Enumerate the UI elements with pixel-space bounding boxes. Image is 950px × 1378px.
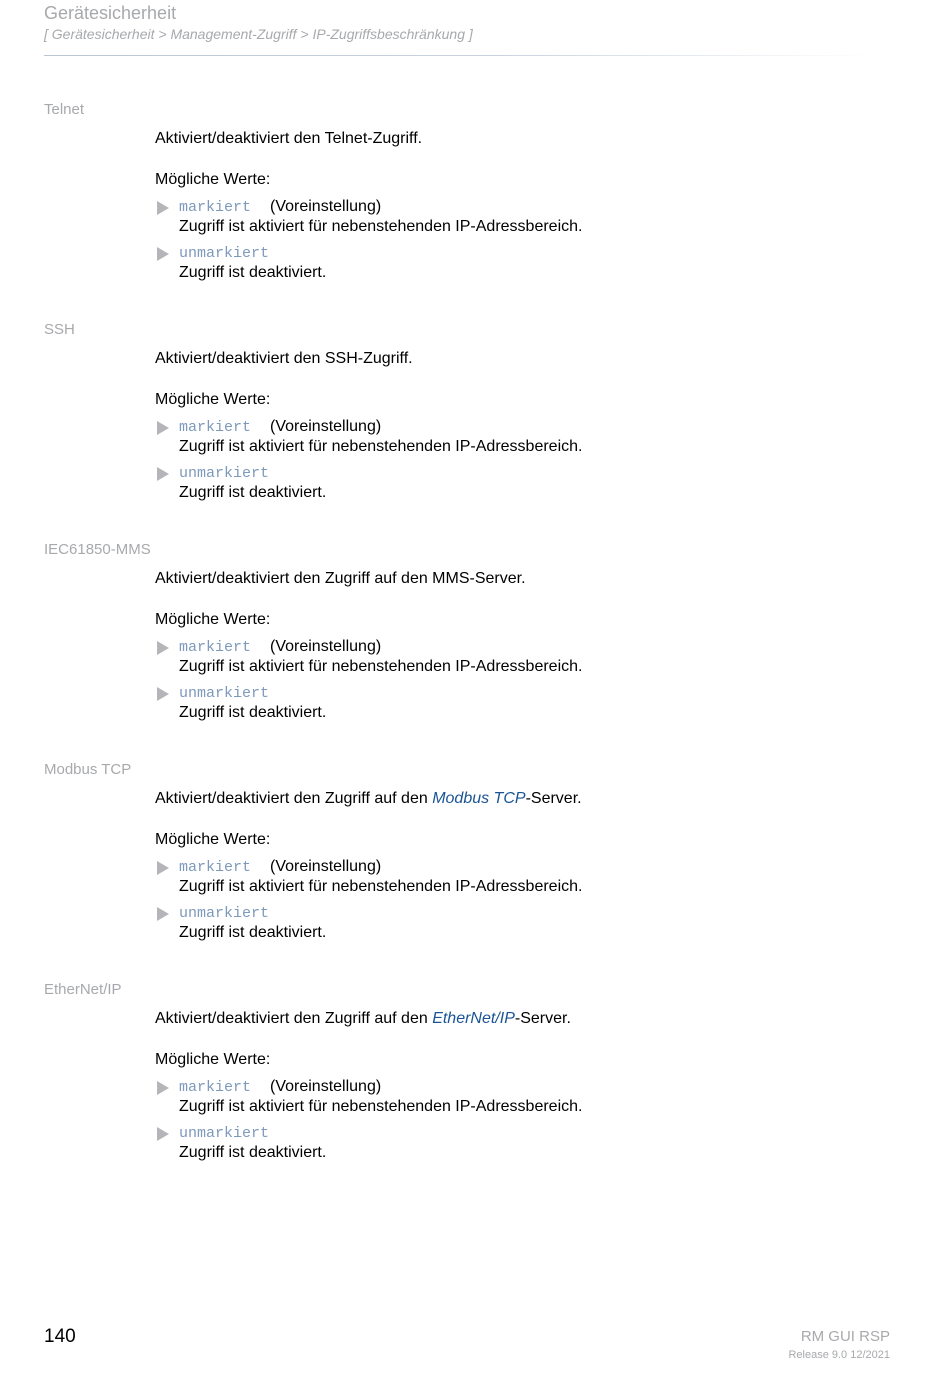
value-code: unmarkiert [179, 685, 270, 702]
triangle-bullet-icon [157, 641, 169, 655]
parameter-name: IEC61850-MMS [44, 541, 151, 558]
page-header [44, 2, 884, 43]
parameter-section-ethernet-ip [0, 981, 950, 1181]
value-explanation: Zugriff ist deaktiviert. [179, 264, 327, 281]
parameter-description: Aktiviert/deaktiviert den Telnet-Zugriff. [155, 130, 423, 147]
value-note: (Voreinstellung) [270, 418, 382, 435]
parameter-section-ssh [0, 321, 950, 521]
value-explanation: Zugriff ist deaktiviert. [179, 484, 327, 501]
value-code: unmarkiert [179, 1125, 270, 1142]
value-code: markiert [179, 1079, 252, 1096]
glossary-link[interactable]: EtherNet/IP [432, 1010, 515, 1027]
triangle-bullet-icon [157, 467, 169, 481]
glossary-link[interactable]: Modbus TCP [432, 790, 526, 807]
value-code: unmarkiert [179, 905, 270, 922]
triangle-bullet-icon [157, 247, 169, 261]
parameter-section-telnet [0, 101, 950, 301]
value-explanation: Zugriff ist deaktiviert. [179, 924, 327, 941]
value-code: unmarkiert [179, 465, 270, 482]
parameter-section-iec61850-mms [0, 541, 950, 741]
value-explanation: Zugriff ist aktiviert für nebenstehenden IP-Adressbereich. [179, 878, 583, 895]
parameter-description: Aktiviert/deaktiviert den Zugriff auf den EtherNet/IP-Server. [155, 1010, 571, 1027]
page-number: 140 [44, 1326, 76, 1347]
parameter-name: SSH [44, 321, 75, 338]
document-name: RM GUI RSP [800, 1328, 890, 1345]
triangle-bullet-icon [157, 687, 169, 701]
triangle-bullet-icon [157, 1081, 169, 1095]
parameter-description: Aktiviert/deaktiviert den SSH-Zugriff. [155, 350, 413, 367]
possible-values-label: Mögliche Werte: [155, 391, 271, 408]
triangle-bullet-icon [157, 907, 169, 921]
value-code: markiert [179, 419, 252, 436]
chapter-title: Gerätesicherheit [44, 3, 177, 23]
value-explanation: Zugriff ist deaktiviert. [179, 1144, 327, 1161]
triangle-bullet-icon [157, 201, 169, 215]
parameter-name: Modbus TCP [44, 761, 132, 778]
value-explanation: Zugriff ist aktiviert für nebenstehenden IP-Adressbereich. [179, 1098, 583, 1115]
parameter-section-modbus-tcp [0, 761, 950, 961]
value-code: unmarkiert [179, 245, 270, 262]
value-explanation: Zugriff ist aktiviert für nebenstehenden IP-Adressbereich. [179, 658, 583, 675]
possible-values-label: Mögliche Werte: [155, 831, 271, 848]
parameter-description: Aktiviert/deaktiviert den Zugriff auf den Modbus TCP-Server. [155, 790, 582, 807]
triangle-bullet-icon [157, 861, 169, 875]
breadcrumb: [ Gerätesicherheit > Management-Zugriff > IP-Zugriffsbeschränkung ] [44, 26, 473, 42]
release-info: Release 9.0 12/2021 [788, 1349, 890, 1361]
parameter-name: Telnet [44, 101, 85, 118]
triangle-bullet-icon [157, 1127, 169, 1141]
value-code: markiert [179, 859, 252, 876]
value-note: (Voreinstellung) [270, 858, 382, 875]
possible-values-label: Mögliche Werte: [155, 171, 271, 188]
value-code: markiert [179, 639, 252, 656]
value-code: markiert [179, 199, 252, 216]
possible-values-label: Mögliche Werte: [155, 1051, 271, 1068]
value-note: (Voreinstellung) [270, 638, 382, 655]
header-divider [44, 55, 874, 56]
value-explanation: Zugriff ist deaktiviert. [179, 704, 327, 721]
value-note: (Voreinstellung) [270, 1078, 382, 1095]
value-explanation: Zugriff ist aktiviert für nebenstehenden IP-Adressbereich. [179, 218, 583, 235]
value-note: (Voreinstellung) [270, 198, 382, 215]
possible-values-label: Mögliche Werte: [155, 611, 271, 628]
value-explanation: Zugriff ist aktiviert für nebenstehenden IP-Adressbereich. [179, 438, 583, 455]
triangle-bullet-icon [157, 421, 169, 435]
parameter-description: Aktiviert/deaktiviert den Zugriff auf den MMS-Server. [155, 570, 526, 587]
parameter-name: EtherNet/IP [44, 981, 122, 998]
